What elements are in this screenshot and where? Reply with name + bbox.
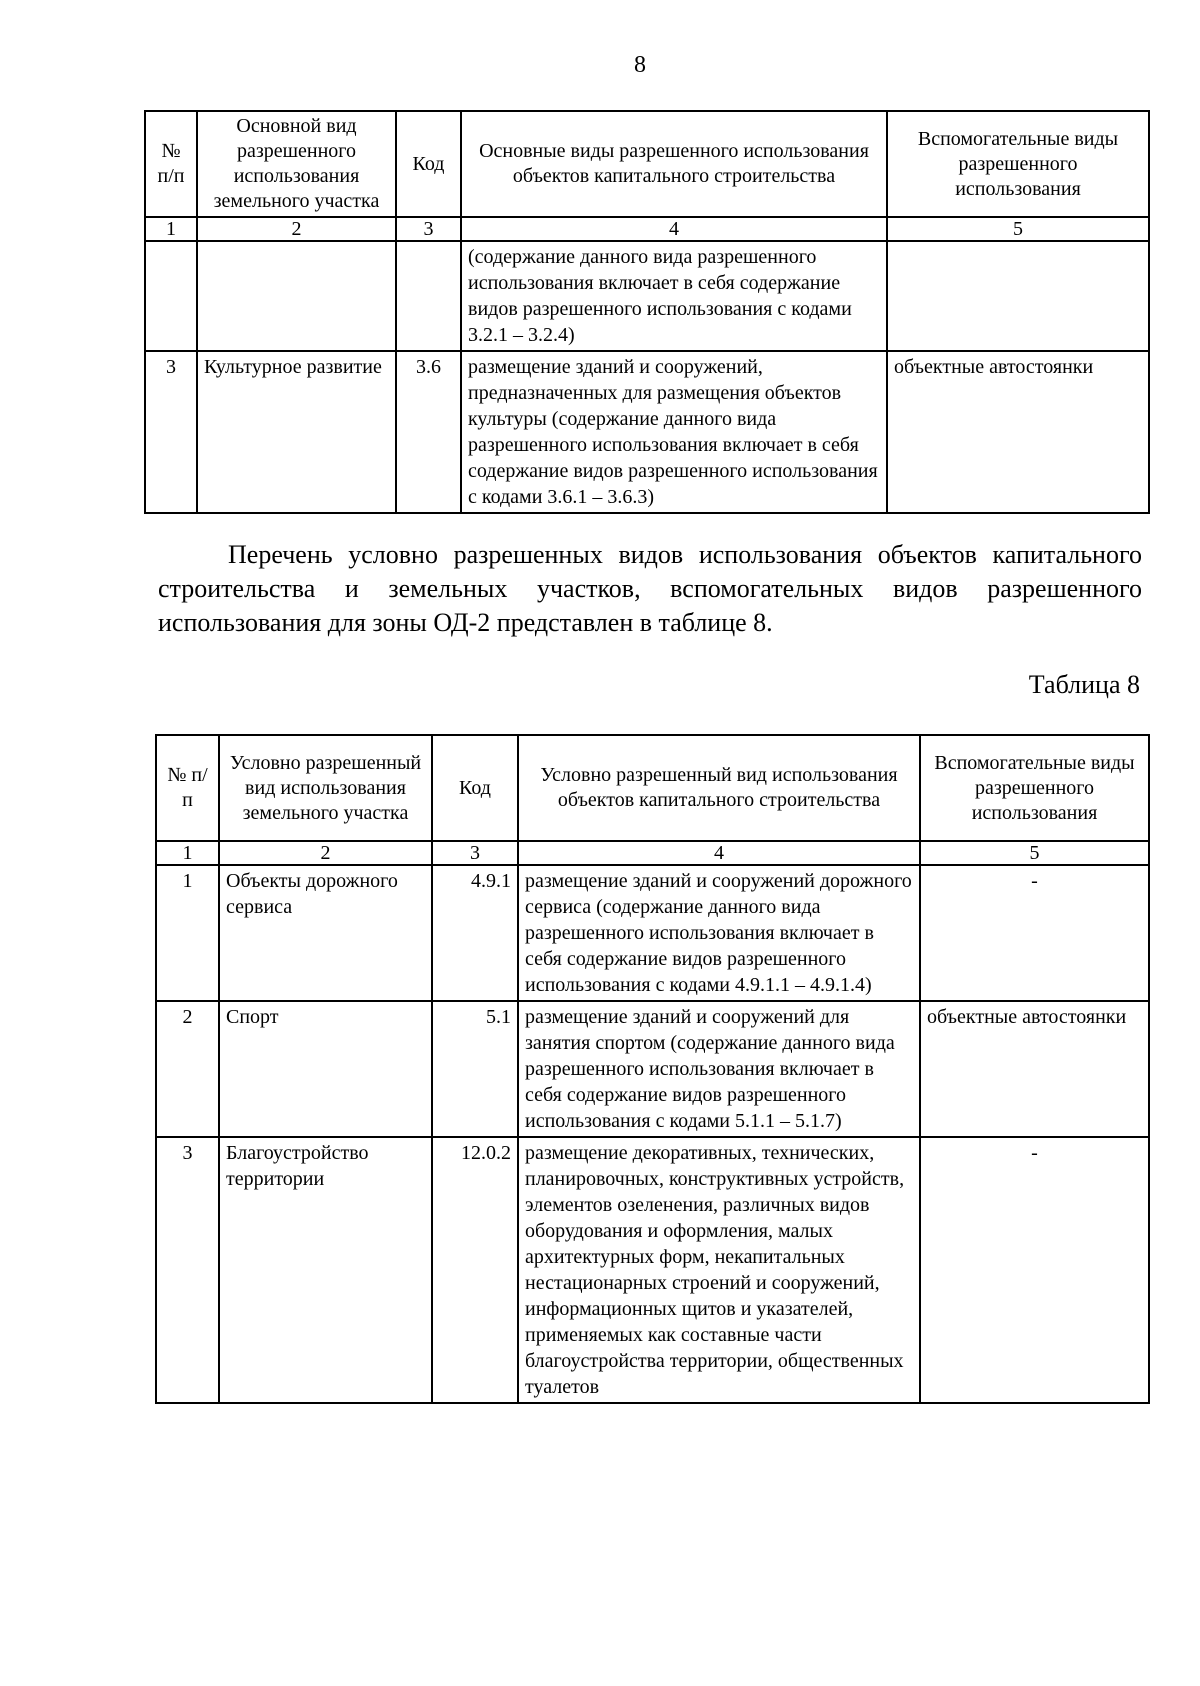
use-name: Культурное развитие <box>197 351 396 513</box>
header-cell: Вспомогательные виды разрешенного использования <box>920 735 1149 841</box>
column-number: 3 <box>396 217 461 241</box>
table-row <box>145 351 1149 513</box>
table-caption: Таблица 8 <box>1028 670 1140 699</box>
use-description: размещение зданий и сооружений для занятия спортом (содержание данного вида разрешенного использования включает в себя содержание видов разрешенного использования с кодами 5.1.1 – 5.1.7) <box>518 1001 920 1137</box>
permitted-use-table-continued <box>144 110 1150 514</box>
page-number: 8 <box>634 52 646 78</box>
column-number: 1 <box>145 217 197 241</box>
header-cell: Условно разрешенный вид использования объектов капитального строительства <box>518 735 920 841</box>
header-cell: Код <box>396 111 461 217</box>
intro-paragraph: Перечень условно разрешенных видов использования объектов капитального строительства и земельных участков, вспомогательных видов разрешенного использования для зоны ОД-2 представлен в таблице 8. <box>158 540 1142 637</box>
use-description: размещение зданий и сооружений, предназначенных для размещения объектов культуры (содержание данного вида разрешенного использования включает в себя содержание видов разрешенного использования с кодами 3.6.1 – 3.6.3) <box>461 351 887 513</box>
use-code: 5.1 <box>432 1001 518 1137</box>
column-number-row <box>156 841 1149 865</box>
header-cell: Основной вид разрешенного использования земельного участка <box>197 111 396 217</box>
use-code: 3.6 <box>396 351 461 513</box>
table-header-row <box>156 735 1149 841</box>
use-description: размещение декоративных, технических, планировочных, конструктивных устройств, элементов озеленения, различных видов оборудования и оформления, малых архитектурных форм, некапитальных нестационарных строений и сооружений, информационных щитов и указателей, применяемых как составные части благоустройства территории, общественных туалетов <box>518 1137 920 1403</box>
use-name <box>197 241 396 351</box>
header-cell: Код <box>432 735 518 841</box>
use-name: Благоустройство территории <box>219 1137 432 1403</box>
use-name: Объекты дорожного сервиса <box>219 865 432 1001</box>
header-cell: Основные виды разрешенного использования объектов капитального строительства <box>461 111 887 217</box>
column-number: 5 <box>887 217 1149 241</box>
use-description: размещение зданий и сооружений дорожного сервиса (содержание данного вида разрешенного использования включает в себя содержание видов разрешенного использования с кодами 4.9.1.1 – 4.9.1.4) <box>518 865 920 1001</box>
use-name: Спорт <box>219 1001 432 1137</box>
column-number: 5 <box>920 841 1149 865</box>
use-code: 12.0.2 <box>432 1137 518 1403</box>
header-cell: № п/п <box>156 735 219 841</box>
row-number: 2 <box>156 1001 219 1137</box>
row-number <box>145 241 197 351</box>
column-number: 2 <box>197 217 396 241</box>
column-number: 3 <box>432 841 518 865</box>
table-header-row <box>145 111 1149 217</box>
header-cell: № п/п <box>145 111 197 217</box>
table-row <box>145 241 1149 351</box>
use-description: (содержание данного вида разрешенного использования включает в себя содержание видов разрешенного использования с кодами 3.2.1 – 3.2.4) <box>461 241 887 351</box>
row-number: 1 <box>156 865 219 1001</box>
auxiliary-use: объектные автостоянки <box>920 1001 1149 1137</box>
use-code <box>396 241 461 351</box>
row-number: 3 <box>156 1137 219 1403</box>
use-code: 4.9.1 <box>432 865 518 1001</box>
table-row <box>156 1001 1149 1137</box>
auxiliary-use: - <box>920 865 1149 1001</box>
row-number: 3 <box>145 351 197 513</box>
column-number-row <box>145 217 1149 241</box>
auxiliary-use <box>887 241 1149 351</box>
column-number: 2 <box>219 841 432 865</box>
auxiliary-use: объектные автостоянки <box>887 351 1149 513</box>
table-row <box>156 1137 1149 1403</box>
auxiliary-use: - <box>920 1137 1149 1403</box>
column-number: 4 <box>461 217 887 241</box>
conditional-use-table <box>155 734 1150 1404</box>
column-number: 4 <box>518 841 920 865</box>
header-cell: Вспомогательные виды разрешенного использования <box>887 111 1149 217</box>
header-cell: Условно разрешенный вид использования земельного участка <box>219 735 432 841</box>
column-number: 1 <box>156 841 219 865</box>
table-row <box>156 865 1149 1001</box>
